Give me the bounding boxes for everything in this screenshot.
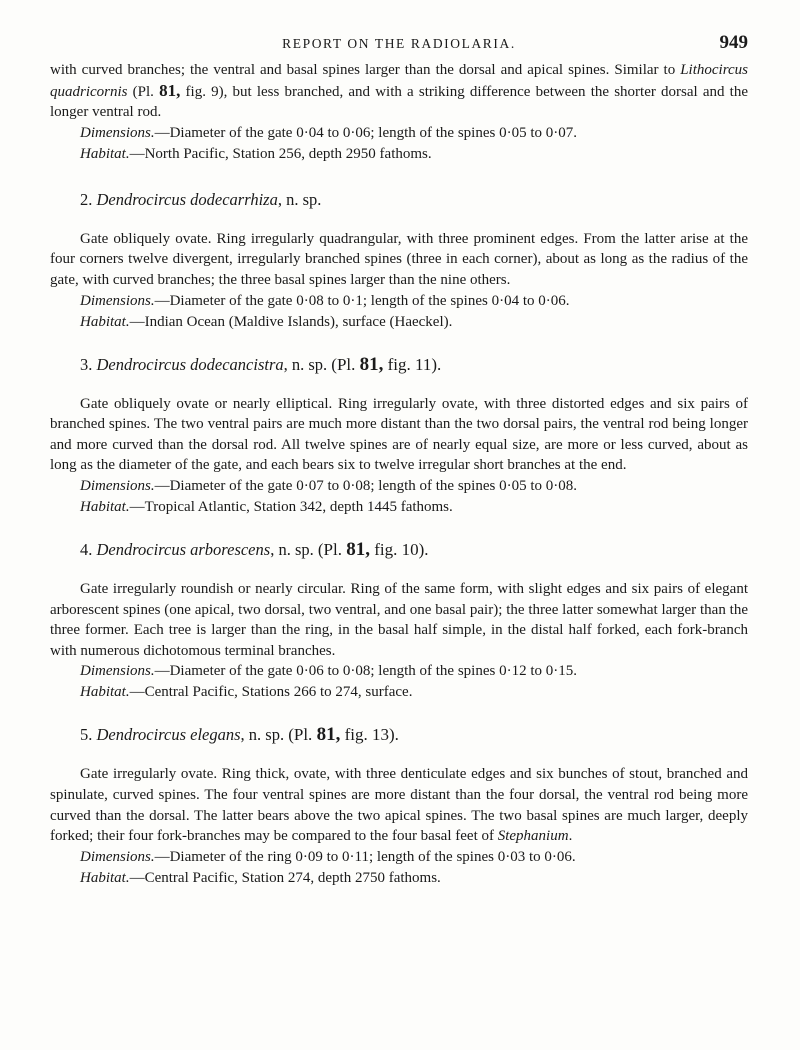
species-description: Gate irregularly roundish or nearly circular. Ring of the same form, with slight edges and six pairs of elegant arborescent spines (one apical, two dorsal, two ventral, and one basal pair); the three latter somewhat larger than the three former. Each tree is larger than the ring, in the basal half simple, in the distal half forked, each fork-branch with numerous dichotomous terminal branches. <box>50 580 748 659</box>
species-heading: 2. Dendrocircus dodecarrhiza, n. sp. <box>80 189 322 209</box>
page-number: 949 <box>719 32 748 53</box>
plate-reference: (Pl. 81, fig. 10). <box>317 538 429 560</box>
plate-reference: (Pl. 81, fig. 13). <box>288 724 399 746</box>
intro-paragraph: with curved branches; the ventral and basal spines larger than the dorsal and apical spines. Similar to Lithocircus quadricornis (Pl. 81, fig. 9), but less branched, and with a striking difference between the shorter dorsal and the longer ventral rod. <box>50 62 748 121</box>
running-head <box>50 30 748 60</box>
habitat-line: Habitat.—Central Pacific, Station 274, depth 2750 fathoms. <box>80 869 441 886</box>
species-name: Dendrocircus elegans <box>96 725 241 745</box>
species-name: Dendrocircus dodecancistra <box>96 354 284 374</box>
species-description: Gate obliquely ovate or nearly elliptical. Ring irregularly ovate, with three distorted edges and six pairs of branched spines. The two ventral pairs are much more distant than the two dorsal pairs, the ventral rod being longer and more curved than the dorsal rod. All twelve spines are of nearly equal size, are more or less curved, about as long as the diameter of the gate, and each bears six to twelve irregular short branches at the end. <box>50 395 748 474</box>
page <box>50 30 748 889</box>
running-title: REPORT ON THE RADIOLARIA. <box>282 36 516 51</box>
dimensions-line: Dimensions.—Diameter of the gate 0·07 to 0·08; length of the spines 0·05 to 0·08. <box>80 477 577 494</box>
habitat-line: Habitat.—Central Pacific, Stations 266 to 274, surface. <box>80 684 413 701</box>
dimensions-line: Dimensions.—Diameter of the gate 0·04 to 0·06; length of the spines 0·05 to 0·07. <box>80 124 577 141</box>
species-name: Dendrocircus arborescens <box>96 539 271 559</box>
plate-reference: (Pl. 81, fig. 11). <box>331 353 442 375</box>
habitat-line: Habitat.—North Pacific, Station 256, depth 2950 fathoms. <box>80 145 432 162</box>
plate-number: 81, <box>159 80 181 100</box>
species-heading: 3. Dendrocircus dodecancistra, n. sp. (Pl. 81, fig. 11). <box>80 353 442 375</box>
species-description: Gate obliquely ovate. Ring irregularly quadrangular, with three prominent edges. From the latter arise at the four corners twelve divergent, irregularly branched spines (three in each corner), about as long as the radius of the gate, with curved branches; the three basal spines larger than the nine others. <box>50 230 748 288</box>
dimensions-line: Dimensions.—Diameter of the gate 0·06 to 0·08; length of the spines 0·12 to 0·15. <box>80 663 577 680</box>
genus-reference: Stephanium <box>497 828 569 845</box>
species-name: Dendrocircus dodecarrhiza <box>96 189 278 209</box>
species-description: Gate irregularly ovate. Ring thick, ovate, with three denticulate edges and six bunches of stout, branched and spinulate, curved spines. The four ventral spines are more distant than the four dorsal, the ventral rod being more curved than the dorsal. The latter bears above the two apical spines. The two basal spines are much larger, deeply forked; their four fork-branches may be compared to the four basal feet of Stephanium. <box>50 766 748 845</box>
habitat-line: Habitat.—Indian Ocean (Maldive Islands), surface (Haeckel). <box>80 313 453 330</box>
genus-reference: Lithocircus quadricornis <box>50 62 748 100</box>
habitat-line: Habitat.—Tropical Atlantic, Station 342, depth 1445 fathoms. <box>80 498 453 515</box>
dimensions-line: Dimensions.—Diameter of the gate 0·08 to 0·1; length of the spines 0·04 to 0·06. <box>80 292 570 309</box>
species-heading: 4. Dendrocircus arborescens, n. sp. (Pl. 81, fig. 10). <box>80 538 429 560</box>
dimensions-line: Dimensions.—Diameter of the ring 0·09 to 0·11; length of the spines 0·03 to 0·06. <box>80 848 576 865</box>
species-heading: 5. Dendrocircus elegans, n. sp. (Pl. 81, fig. 13). <box>80 724 399 746</box>
